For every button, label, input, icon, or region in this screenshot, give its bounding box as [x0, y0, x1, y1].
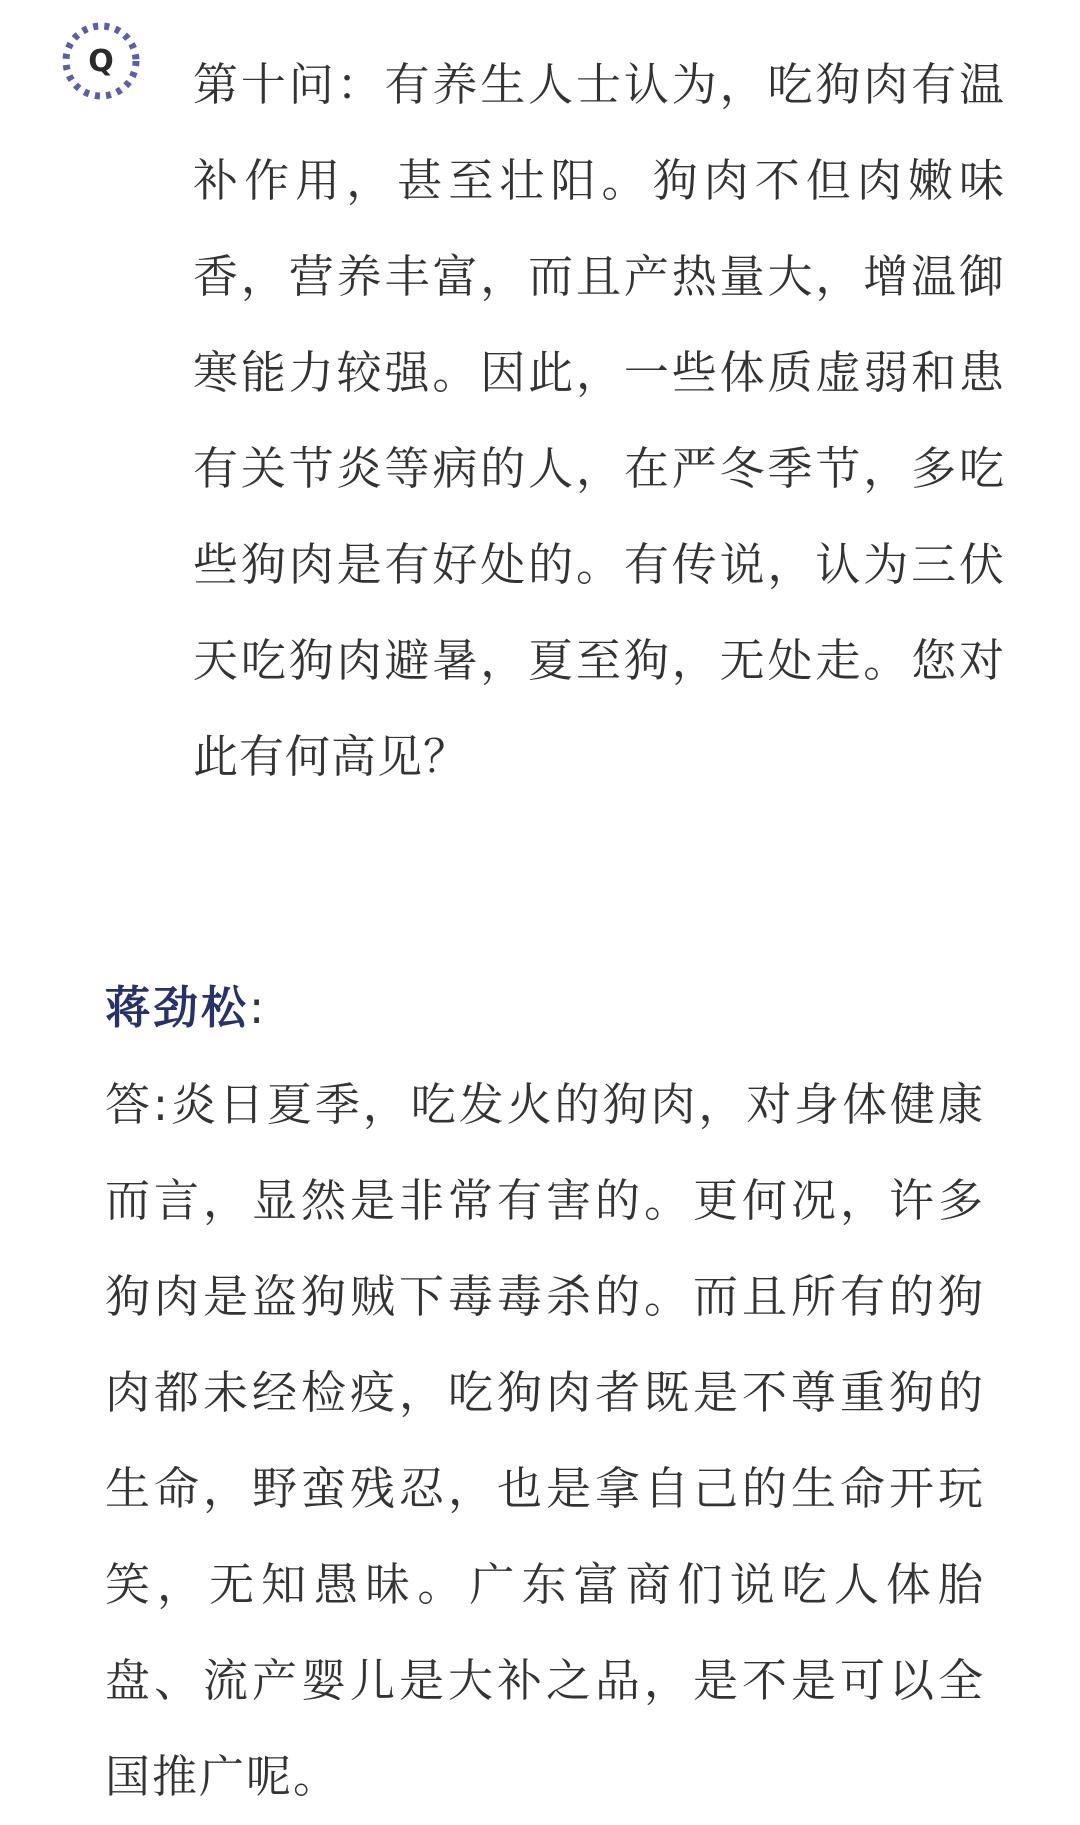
answerer-line [105, 960, 264, 1056]
q-badge-letter: Q [88, 43, 114, 79]
answerer-suffix: : [249, 981, 265, 1034]
answerer-name: 蒋劲松 [105, 981, 250, 1034]
q-badge-icon [60, 20, 142, 102]
question-text: 第十问：有养生人士认为，吃狗肉有温补作用，甚至壮阳。狗肉不但肉嫩味香，营养丰富，而且产热量大，增温御寒能力较强。因此，一些体质虚弱和患有关节炎等病的人，在严冬季节，多吃些狗肉是有好处的。有传说，认为三伏天吃狗肉避暑，夏至狗，无处走。您对此有何高见？ [193, 58, 1005, 783]
answer-text: 答:炎日夏季，吃发火的狗肉，对身体健康而言，显然是非常有害的。更何况，许多狗肉是盗狗贼下毒毒杀的。而且所有的狗肉都未经检疫，吃狗肉者既是不尊重狗的生命，野蛮残忍，也是拿自己的生命开玩笑，无知愚昧。广东富商们说吃人体胎盘、流产婴儿是大补之品，是不是可以全国推广呢。 [105, 1078, 985, 1803]
